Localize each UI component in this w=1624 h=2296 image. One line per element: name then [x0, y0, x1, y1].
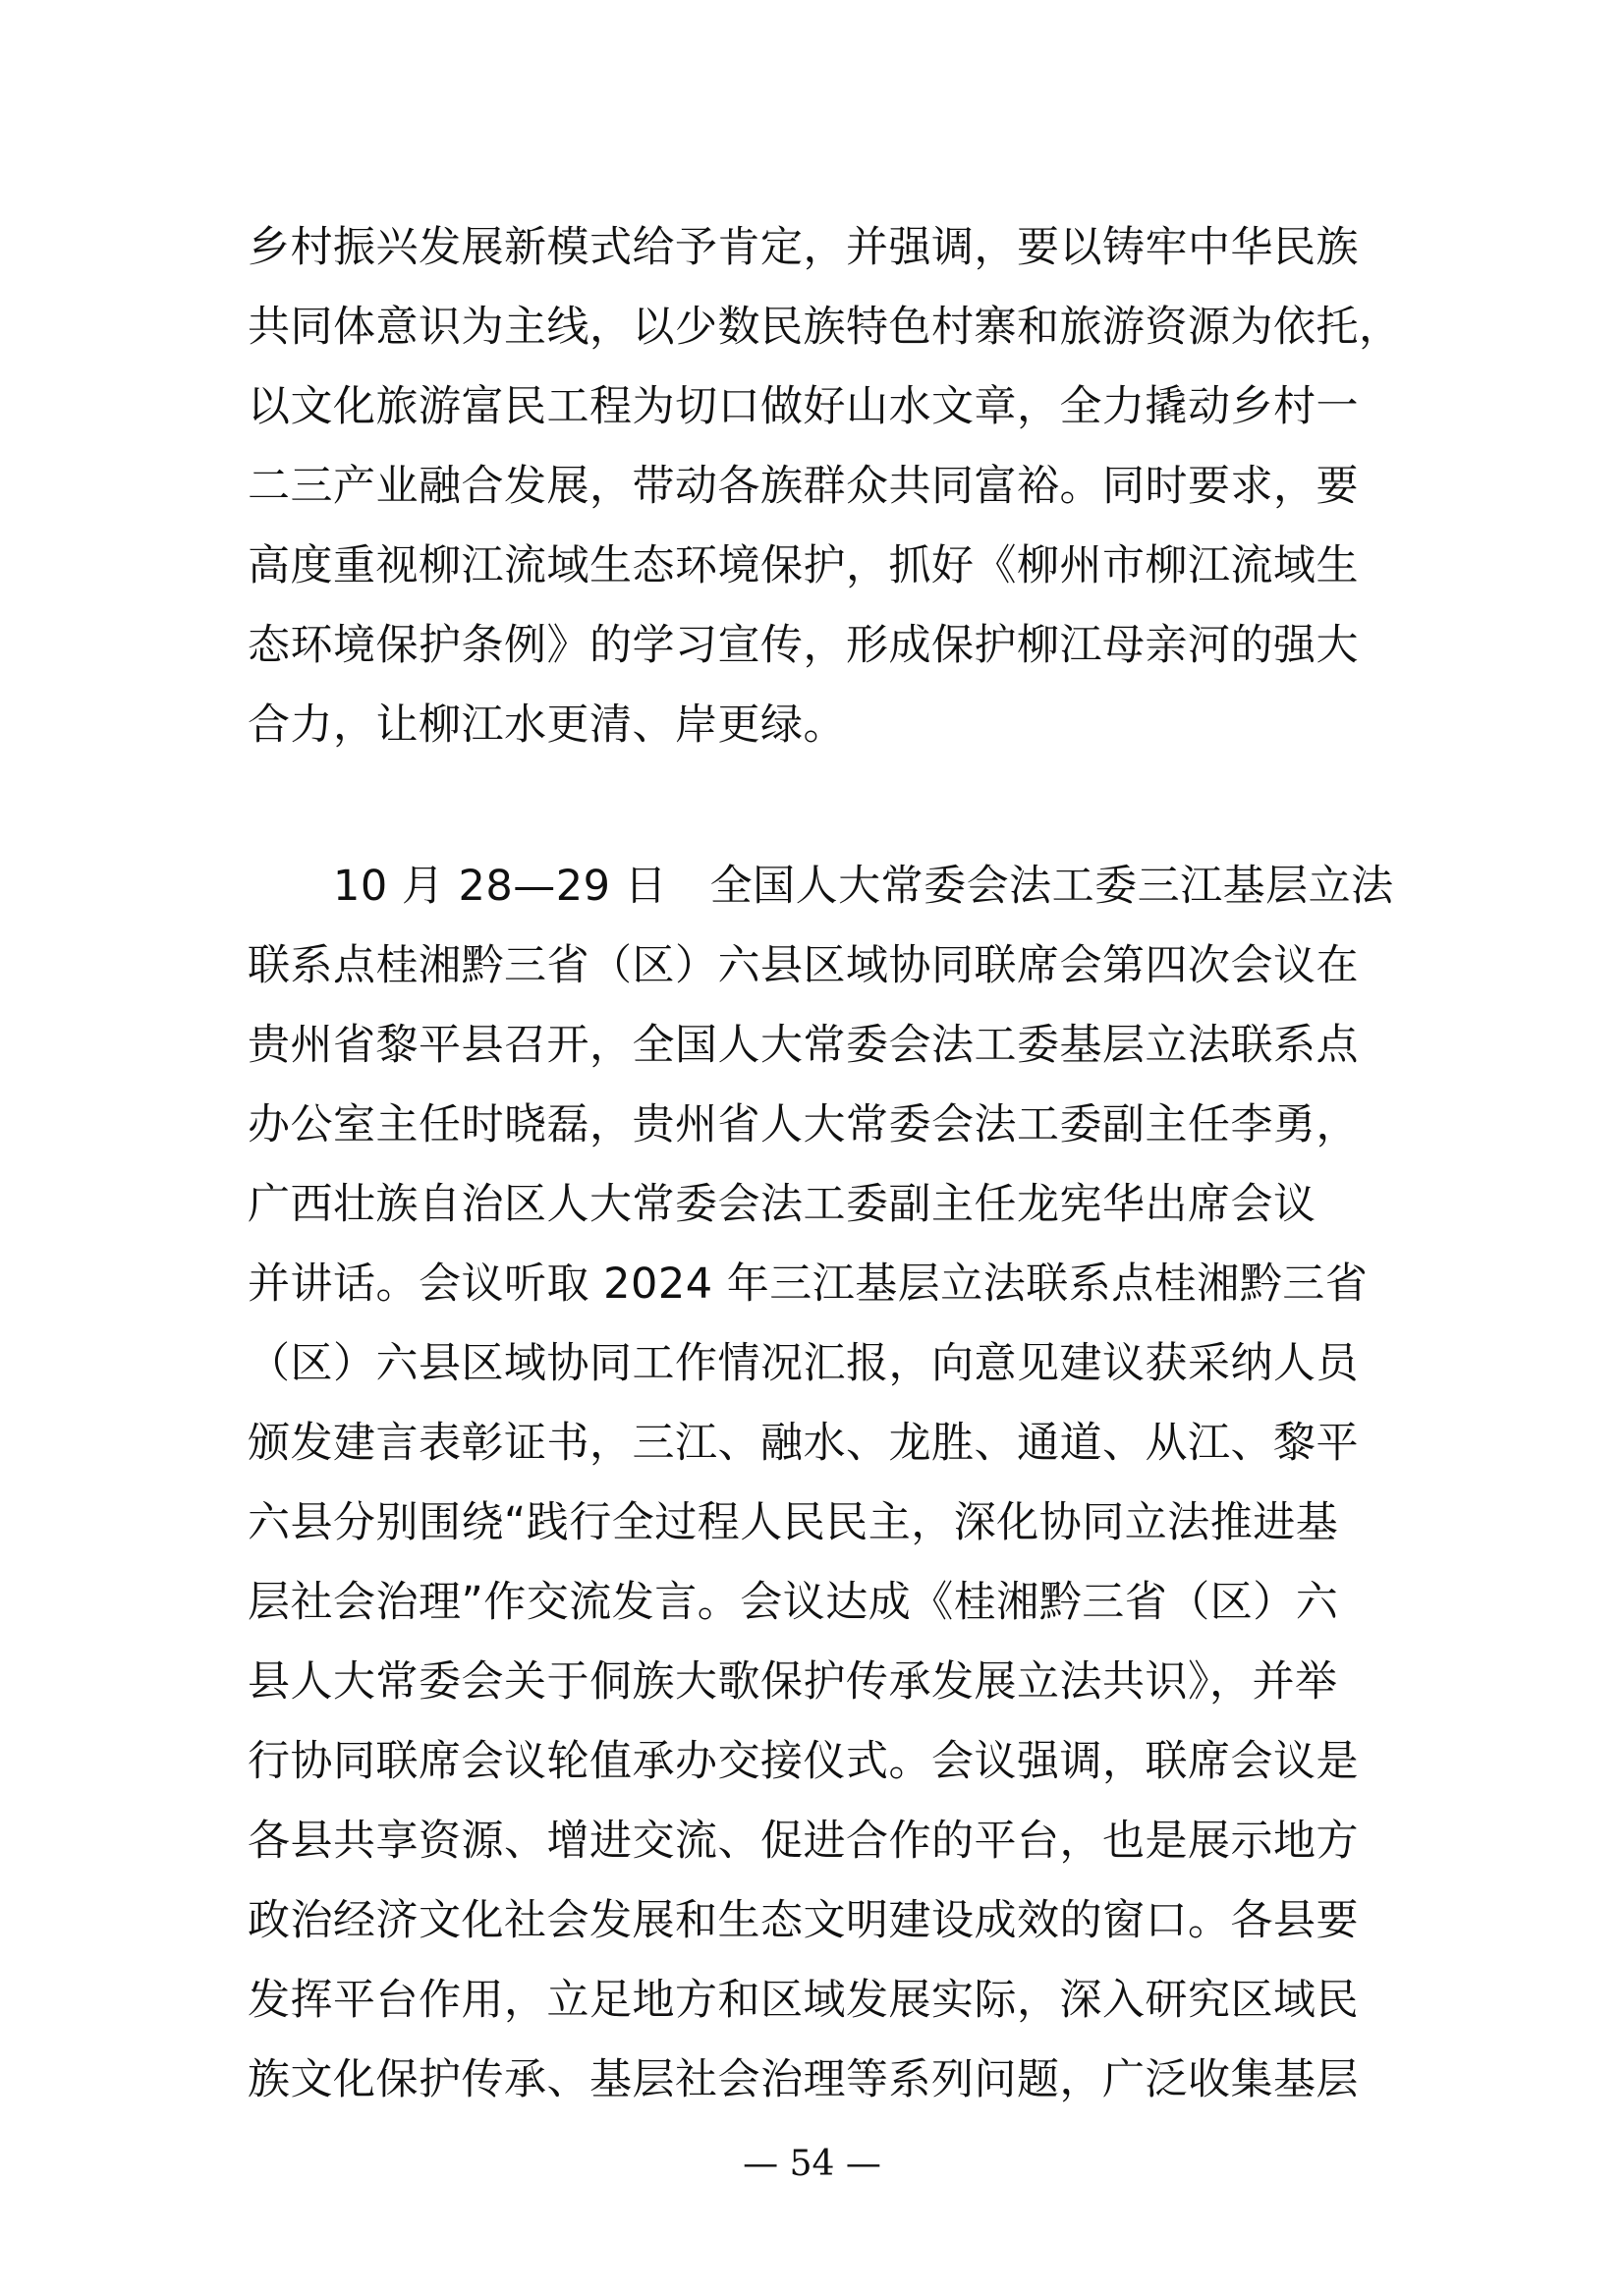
paragraph-line: 族文化保护传承、基层社会治理等系列问题，广泛收集基层: [248, 2055, 1359, 2104]
paragraph-1: [248, 208, 1402, 765]
paragraph-line: 乡村振兴发展新模式给予肯定，并强调，要以铸牢中华民族: [248, 223, 1359, 272]
paragraph-2: [248, 847, 1397, 2120]
paragraph-line: 行协同联席会议轮值承办交接仪式。会议强调，联席会议是: [248, 1737, 1359, 1786]
paragraph-line: （区）六县区域协同工作情况汇报，向意见建议获采纳人员: [248, 1339, 1359, 1388]
paragraph-line: 六县分别围绕“践行全过程人民民主，深化协同立法推进基: [248, 1498, 1339, 1547]
paragraph-line: 贵州省黎平县召开，全国人大常委会法工委基层立法联系点: [248, 1021, 1359, 1070]
paragraph-line: 办公室主任时晓磊，贵州省人大常委会法工委副主任李勇，: [248, 1100, 1359, 1149]
paragraph-line: 态环境保护条例》的学习宣传，形成保护柳江母亲河的强大: [248, 621, 1359, 670]
paragraph-line: 层社会治理”作交流发言。会议达成《桂湘黔三省（区）六: [248, 1578, 1339, 1627]
paragraph-line: 二三产业融合发展，带动各族群众共同富裕。同时要求，要: [248, 462, 1359, 511]
paragraph-line: 县人大常委会关于侗族大歌保护传承发展立法共识》，并举: [248, 1657, 1338, 1707]
paragraph-line: 颁发建言表彰证书，三江、融水、龙胜、通道、从江、黎平: [248, 1419, 1359, 1468]
paragraph-line: 并讲话。会议听取 2024 年三江基层立法联系点桂湘黔三省: [248, 1260, 1369, 1309]
paragraph-line: 以文化旅游富民工程为切口做好山水文章，全力撬动乡村一: [248, 382, 1359, 431]
paragraph-line: 发挥平台作用，立足地方和区域发展实际，深入研究区域民: [248, 1976, 1359, 2025]
paragraph-line: 各县共享资源、增进交流、促进合作的平台，也是展示地方: [248, 1817, 1359, 1866]
paragraph-line: 共同体意识为主线，以少数民族特色村寨和旅游资源为依托，: [248, 303, 1402, 352]
page-number: — 54 —: [743, 2144, 881, 2184]
paragraph-line: 广西壮族自治区人大常委会法工委副主任龙宪华出席会议: [248, 1180, 1316, 1229]
paragraph-line: 联系点桂湘黔三省（区）六县区域协同联席会第四次会议在: [248, 941, 1359, 990]
paragraph-line: 10 月 28—29 日 全国人大常委会法工委三江基层立法: [248, 862, 1394, 911]
paragraph-line: 合力，让柳江水更清、岸更绿。: [248, 700, 846, 750]
paragraph-line: 高度重视柳江流域生态环境保护，抓好《柳州市柳江流域生: [248, 541, 1359, 590]
paragraph-line: 政治经济文化社会发展和生态文明建设成效的窗口。各县要: [248, 1896, 1359, 1945]
